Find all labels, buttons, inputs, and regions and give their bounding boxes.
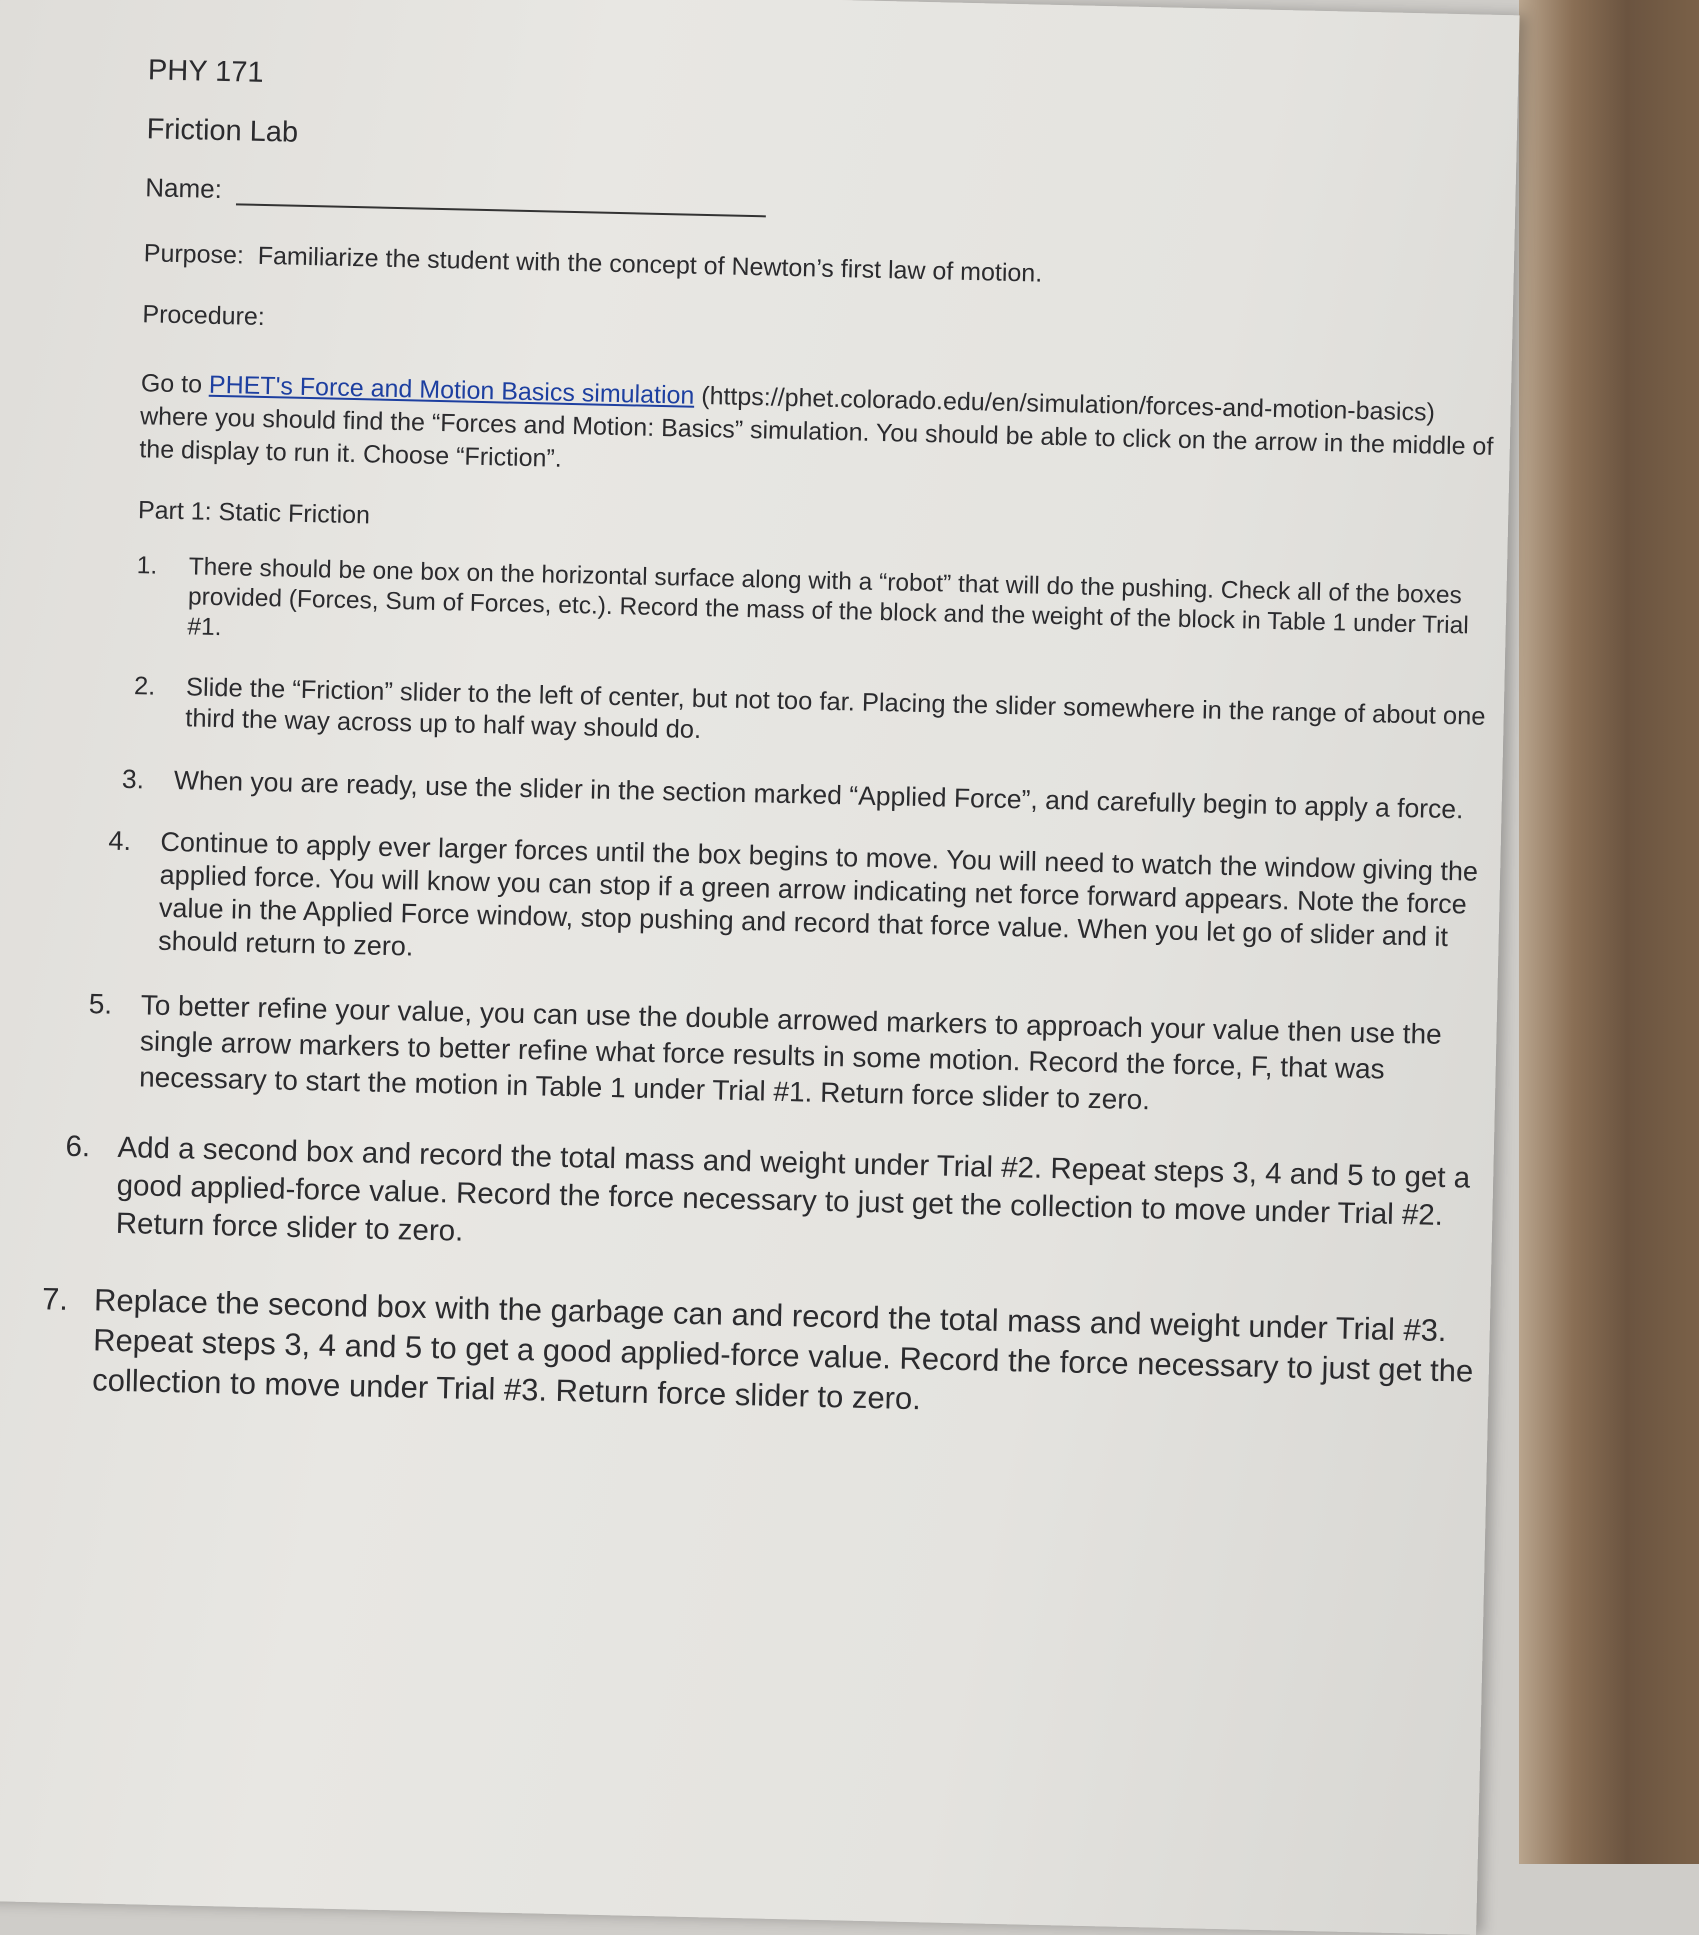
step-text: Continue to apply ever larger forces until the box begins to move. You will need to watch the window giving the applied force. You will know you can stop if a green arrow indicating net force forward appears. Note the force value in the Applied Force window, stop pushing and record that force value. When you let go of slider and it should return to zero. — [157, 826, 1479, 962]
procedure-label: Procedure: — [142, 300, 266, 331]
step-number: 5. — [88, 988, 113, 1020]
step-text: Slide the “Friction” slider to the left of center, but not too far. Placing the slider somewhere in the range of about one third the way across up to half way should do. — [184, 673, 1486, 745]
step-item — [135, 551, 1497, 672]
step-text: When you are ready, use the slider in the section marked “Applied Force”, and carefully begin to apply a force. — [173, 765, 1464, 825]
purpose-label: Purpose: — [143, 239, 245, 270]
intro-prefix: Go to — [140, 369, 210, 399]
step-text: Add a second box and record the total mass and weight under Trial #2. Repeat steps 3, 4 and 5 to get a good applied-force value. Record the force necessary to just get the collection to move under Trial #2. Return force slider to zero. — [115, 1130, 1471, 1248]
step-text: To better refine your value, you can use the double arrowed markers to approach your value then use the single arrow markers to better refine what force results in some motion. Record the force, F, that was necessary to start the motion in Table 1 under Trial #1. Return force slider to zero. — [138, 989, 1443, 1116]
step-number: 1. — [136, 552, 158, 580]
phet-simulation-link[interactable]: PHET's Force and Motion Basics simulation — [208, 370, 695, 410]
purpose-section — [143, 237, 1503, 301]
name-blank-line — [236, 179, 766, 217]
step-item — [87, 986, 1487, 1126]
step-item — [63, 1128, 1483, 1274]
step-item — [40, 1279, 1480, 1432]
step-number: 6. — [65, 1129, 91, 1164]
step-item — [133, 671, 1494, 764]
step-number: 4. — [108, 825, 132, 857]
intro-suffix: (https://phet.colorado.edu/en/simulation/forces-and-motion-basics) where you should find the “Forces and Motion: Basics” simulation. You should be able to click on the arrow in the middle of the display to run it. Choose “Friction”. — [139, 381, 1494, 473]
name-field — [145, 172, 1505, 234]
step-text: There should be one box on the horizontal surface along with a “robot” that will do the pushing. Check all of the boxes provided (Forces, Sum of Forces, etc.). Record the mass of the block and the weight of the block in Table 1 under Trial #1. — [187, 553, 1470, 642]
step-list — [41, 551, 1497, 1432]
document-content — [41, 54, 1508, 1462]
purpose-text: Familiarize the student with the concept of Newton’s first law of motion. — [257, 241, 1043, 288]
step-item — [106, 825, 1491, 988]
procedure-intro — [139, 367, 1501, 497]
lab-title: Friction Lab — [146, 113, 299, 149]
step-item — [122, 763, 1492, 826]
course-code: PHY 171 — [147, 54, 264, 89]
name-label: Name: — [145, 172, 223, 204]
wooden-table-edge — [1519, 0, 1699, 1864]
step-number: 3. — [121, 763, 145, 795]
step-number: 2. — [133, 672, 156, 701]
step-number: 7. — [41, 1281, 69, 1317]
part1-title: Part 1: Static Friction — [137, 496, 371, 530]
step-text: Replace the second box with the garbage can and record the total mass and weight under Trial #3. Repeat steps 3, 4 and 5 to get a good applied-force value. Record the force necessary to just get the collection to move under Trial #3. Return force slider to zero. — [91, 1282, 1474, 1417]
